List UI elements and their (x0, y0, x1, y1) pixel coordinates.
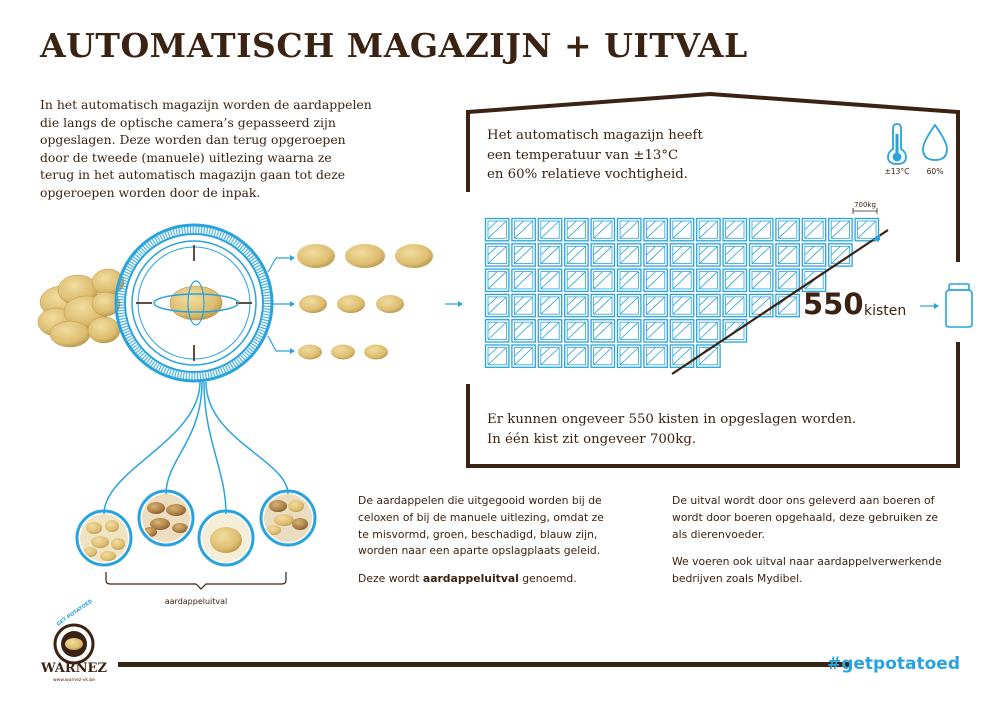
crate (644, 345, 667, 367)
waste-bubble-3 (199, 511, 253, 565)
waste-name-sentence (358, 571, 648, 588)
crate (565, 219, 588, 241)
crate (565, 294, 588, 316)
thermometer-icon (888, 124, 906, 164)
crate (538, 294, 561, 316)
intro-line: opgeroepen worden door de inpak. (40, 184, 261, 200)
waste-name-suffix: genoemd. (518, 572, 577, 586)
intro-line: In het automatisch magazijn worden de aardappelen (40, 97, 372, 112)
crate (565, 269, 588, 291)
droplet-icon (923, 125, 947, 160)
crate (538, 345, 561, 367)
crate (776, 219, 799, 241)
crate (486, 219, 509, 241)
crate (750, 269, 773, 291)
crate (644, 320, 667, 342)
waste-line: De aardappelen die uitgegooid worden bij de (358, 494, 602, 507)
crate (723, 219, 746, 241)
capacity-line: In één kist zit ongeveer 700kg. (487, 431, 697, 447)
crate (750, 244, 773, 266)
crate (670, 320, 693, 342)
crate (670, 244, 693, 266)
crate (697, 244, 720, 266)
crate (697, 320, 720, 342)
crate (670, 269, 693, 291)
crate (670, 345, 693, 367)
crate (538, 219, 561, 241)
crate (512, 269, 535, 291)
crate (618, 244, 641, 266)
usage-line: De uitval wordt door ons geleverd aan boeren of (672, 494, 935, 507)
capacity-line: Er kunnen ongeveer 550 kisten in opgeslagen worden. (487, 412, 857, 427)
usage-line: bedrijven zoals Mydibel. (672, 572, 803, 586)
crate (591, 244, 614, 266)
crate (618, 269, 641, 291)
intro-line: door de tweede (manuele) uitlezing waarna ze (40, 149, 332, 165)
crate (670, 294, 693, 316)
crate (618, 345, 641, 367)
temperature-label: ±13°C (884, 167, 910, 176)
usage-line: als dierenvoeder. (672, 527, 765, 541)
crate (644, 219, 667, 241)
hashtag: #getpotatoed (826, 654, 960, 674)
waste-line: te misvormd, groen, beschadigd, blauw zijn, (358, 527, 598, 541)
footer-bar (118, 662, 850, 667)
waste-name-prefix: Deze wordt (358, 572, 423, 586)
crate (512, 320, 535, 342)
crate (538, 244, 561, 266)
crate (802, 244, 825, 266)
conditions-line: Het automatisch magazijn heeft (487, 128, 703, 143)
crate-count-unit: kisten (864, 303, 907, 319)
usage-line: wordt door boeren opgehaald, deze gebruiken ze (672, 510, 939, 524)
waste-bracket (106, 572, 286, 589)
waste-bubble-2 (139, 491, 193, 545)
page-title: AUTOMATISCH MAGAZIJN + UITVAL (40, 26, 748, 65)
waste-line: celoxen of bij de manuele uitlezing, omdat ze (358, 510, 604, 524)
crate (538, 320, 561, 342)
waste-bubble-1 (77, 511, 131, 565)
crate (723, 269, 746, 291)
waste-bubble-4 (261, 491, 315, 545)
potato-pile (38, 269, 124, 347)
brand-name: WARNEZ (41, 661, 107, 676)
crate (750, 219, 773, 241)
humidity-label: 60% (926, 167, 944, 176)
conditions-line: een temperatuur van ±13°C (487, 147, 679, 163)
crate (591, 345, 614, 367)
crate (512, 294, 535, 316)
crate (618, 219, 641, 241)
crate (697, 269, 720, 291)
waste-flow-lines (104, 382, 288, 514)
crate (486, 345, 509, 367)
crate (565, 244, 588, 266)
crate (591, 320, 614, 342)
crate (486, 294, 509, 316)
crate (591, 269, 614, 291)
crate (565, 345, 588, 367)
waste-explanation (358, 493, 648, 588)
crate (486, 244, 509, 266)
crate (829, 219, 852, 241)
crate (644, 269, 667, 291)
waste-usage (672, 493, 972, 588)
arrow-to-warehouse (445, 301, 463, 307)
sorted-potatoes (268, 244, 433, 360)
brand-url: www.warnez-vk.be (52, 678, 96, 683)
intro-line: terug in het automatisch magazijn gaan tot deze (40, 167, 346, 183)
crate (618, 320, 641, 342)
crate (697, 294, 720, 316)
crate (618, 294, 641, 316)
crate-weight-label: 700kg (854, 201, 876, 209)
crate-count-value: 550 (803, 287, 864, 321)
crate (591, 294, 614, 316)
waste-name-bold: aardappeluitval (422, 572, 519, 586)
crate (512, 219, 535, 241)
intro-line: opgeslagen. Deze worden dan terug opgeroepen (40, 132, 346, 148)
warehouse-capacity (487, 410, 937, 449)
arrow-to-jar (920, 303, 939, 309)
crate (538, 269, 561, 291)
crate (644, 244, 667, 266)
crate (591, 219, 614, 241)
crate (697, 219, 720, 241)
waste-line: worden naar een aparte opslagplaats geleid. (358, 544, 601, 558)
optical-camera-ring (116, 225, 272, 381)
crate (723, 294, 746, 316)
warehouse-conditions (487, 126, 817, 185)
crate (776, 244, 799, 266)
usage-line: We voeren ook uitval naar aardappelverwerkende (672, 555, 942, 569)
intro-line: die langs de optische camera’s gepasseerd zijn (40, 114, 336, 130)
crate (802, 219, 825, 241)
crate (512, 345, 535, 367)
crate (670, 219, 693, 241)
crate (644, 294, 667, 316)
conditions-line: en 60% relatieve vochtigheid. (487, 167, 688, 182)
crate (486, 320, 509, 342)
crate (486, 269, 509, 291)
warnez-logo (55, 625, 93, 663)
crate (776, 269, 799, 291)
crate (512, 244, 535, 266)
crate (723, 244, 746, 266)
waste-group-label: aardappeluitval (164, 597, 228, 606)
container-icon (946, 284, 972, 327)
logo-arc-text: GET POTATOED (55, 598, 94, 628)
crate (565, 320, 588, 342)
